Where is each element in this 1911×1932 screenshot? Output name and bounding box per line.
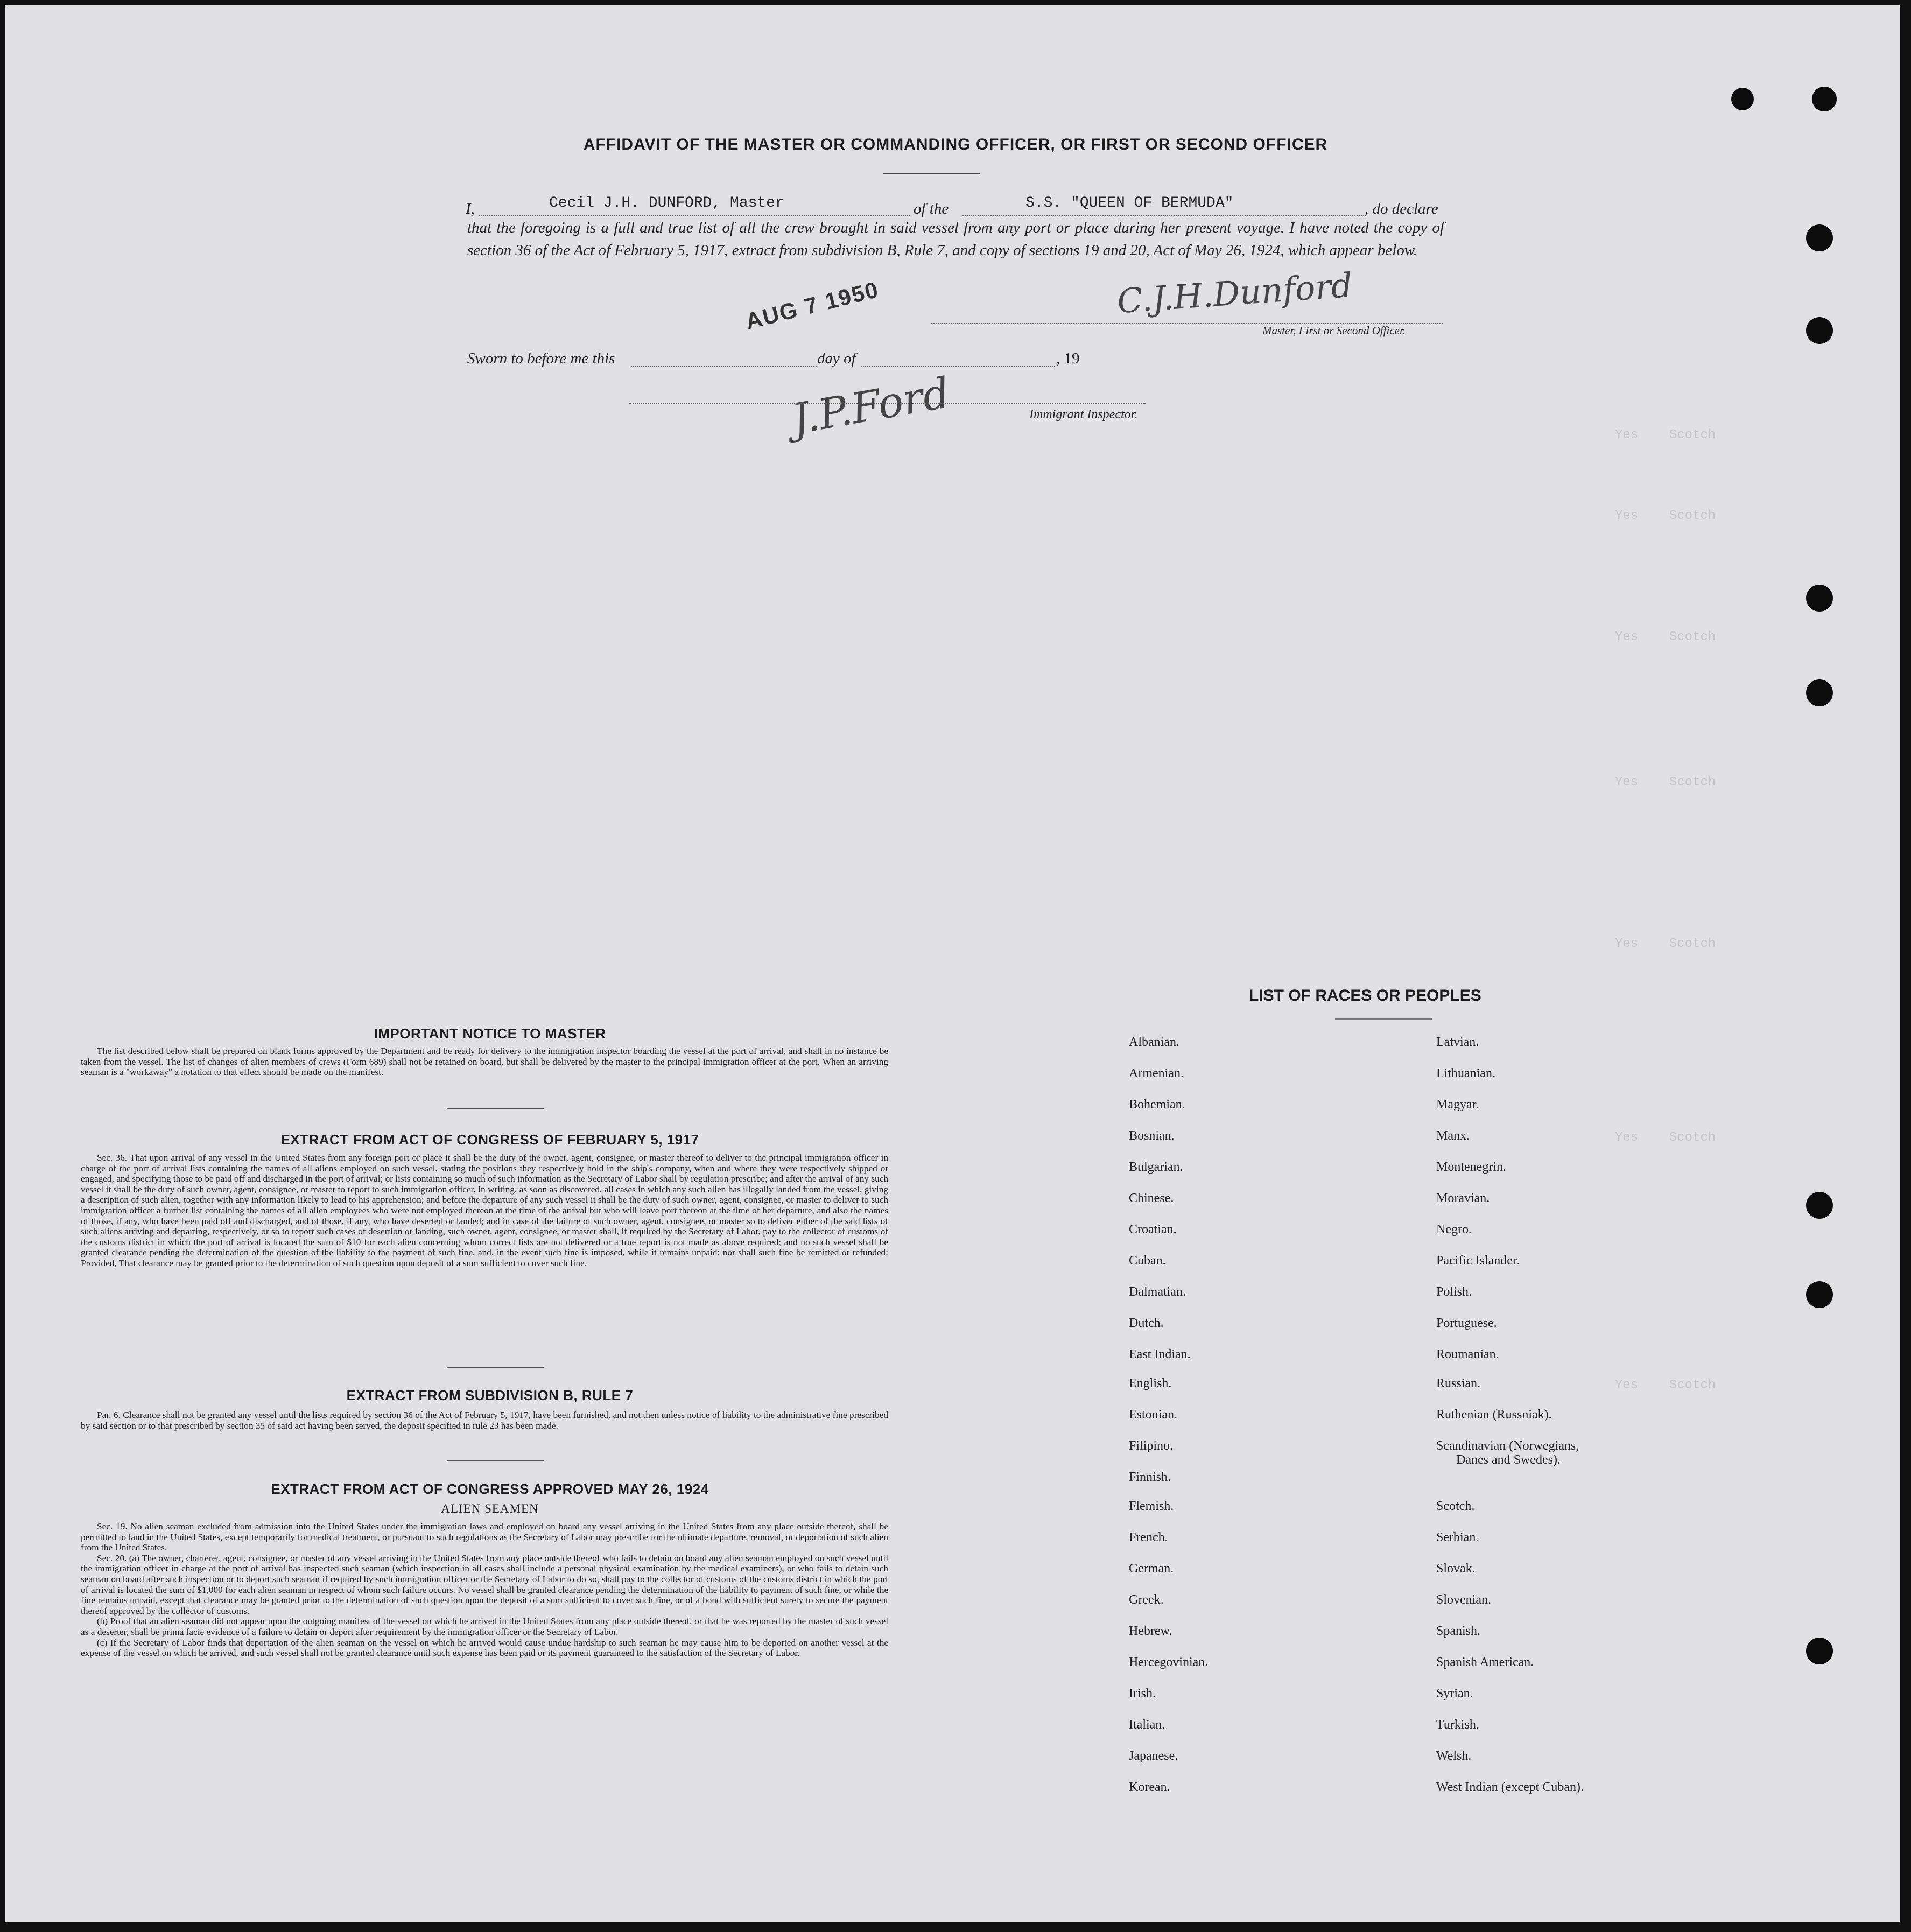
punch-hole [1806, 585, 1833, 612]
race-item: Flemish. [1129, 1499, 1174, 1513]
rule-7-heading: EXTRACT FROM SUBDIVISION B, RULE 7 [346, 1387, 634, 1403]
sworn-day-line [631, 366, 817, 367]
extract-1924-heading: EXTRACT FROM ACT OF CONGRESS APPROVED MAY 26, 1924 [271, 1481, 709, 1497]
race-item: Spanish. [1436, 1624, 1481, 1638]
declaration-pronoun: I, [466, 200, 475, 217]
race-item: Cuban. [1129, 1254, 1166, 1268]
sworn-month-line [861, 366, 1055, 367]
race-item: Magyar. [1436, 1098, 1479, 1112]
section-20a-paragraph: Sec. 20. (a) The owner, charterer, agent, consignee, or master of any vessel arriving in the United States from any place outside thereof who fails to detain on board any alien seaman employed on such vessel until the immigration officer in charge at the port of arrival has inspected such seaman (which inspection in all cases shall include a personal physical examination by the medical examiners), or who fails to detain such seaman on board after such inspection or to deport such seaman if required by such immigration officer or the Secretary of Labor to do so, shall pay to the collector of customs of the customs district in which the port of arrival is located the sum of $1,000 for each alien seaman in respect of whom such failure occurs. No vessel shall be granted clearance pending the determination of the liability to payment of such fine, or while the fine remains unpaid, except that clearance may be granted prior to the determination of such question upon the deposit of a sum sufficient to cover such fine, or of a bond with sufficient surety to secure the payment thereof approved by the collector of customs. [81, 1552, 888, 1616]
punch-hole [1806, 679, 1833, 706]
section-36-paragraph: Sec. 36. That upon arrival of any vessel in the United States from any foreign port or place it shall be the duty of the owner, agent, consignee, or master thereof to deliver to the principal immigration officer in charge of the port of arrival lists containing the names of all aliens employed on such vessel, stating the positions they respectively hold in the ship's company, when and where they were respectively shipped or engaged, and specifying those to be paid off and discharged in the port of arrival; or lists containing so much of such information as the Secretary of Labor shall by regulation prescribe; and after the arrival of any such vessel it shall be the duty of such owner, agent, consignee, or master to report to such immigration officer, in writing, as soon as discovered, all cases in which any such alien has illegally landed from the vessel, giving a description of such alien, together with any information likely to lead to his apprehension; and before the departure of any such vessel it shall be the duty of such owner, agent, consignee, or master to deliver to such immigration officer a further list containing the names of all alien employees who were not employed thereon at the time of the arrival but who will leave port thereon at the time of her departure, and also the names of those, if any, who have been paid off and discharged, and of those, if any, who have deserted or landed; and in case of the failure of such owner, agent, consignee, or master so to deliver either of the said lists of such aliens arriving and departing, respectively, or so to report such cases of desertion or landing, such owner, agent, consignee, or master shall, if required by the Secretary of Labor, pay to the collector of customs of the customs district in which the port of arrival is located the sum of $10 for each alien concerning whom correct lists are not delivered or a true report is not made as above required; and no such vessel shall be granted clearance pending the determination of the question of the liability to the payment of such fine, and, in the event such fine is imposed, while it remains unpaid; nor shall such fine be remitted or refunded: Provided, That clearance may be granted prior to the determination of such question upon deposit of a sum sufficient to cover such fine. [81, 1153, 888, 1268]
race-item: English. [1129, 1376, 1172, 1390]
race-item: Hercegovinian. [1129, 1655, 1209, 1669]
race-item: Serbian. [1436, 1530, 1479, 1544]
race-item: Ruthenian (Russniak). [1436, 1408, 1552, 1422]
date-stamp: AUG 7 1950 [743, 276, 882, 334]
inspector-signature-line [629, 403, 1146, 404]
section-divider [447, 1367, 544, 1368]
bleed-through-text: Yes Scotch [1615, 937, 1716, 951]
race-item: German. [1129, 1562, 1174, 1576]
extract-1924-text [81, 1521, 888, 1659]
race-item: Roumanian. [1436, 1347, 1499, 1361]
punch-hole [1806, 1638, 1833, 1664]
races-list-title: LIST OF RACES OR PEOPLES [1249, 987, 1481, 1004]
race-item: Scandinavian (Norwegians, [1436, 1439, 1579, 1453]
section-divider [447, 1460, 544, 1461]
race-item: Syrian. [1436, 1687, 1473, 1701]
do-declare-label: , do declare [1365, 200, 1438, 217]
race-item: East Indian. [1129, 1347, 1191, 1361]
punch-hole [1806, 317, 1833, 344]
race-item: Italian. [1129, 1718, 1165, 1732]
notice-heading: IMPORTANT NOTICE TO MASTER [374, 1025, 606, 1042]
punch-hole [1806, 1281, 1833, 1308]
race-item: Albanian. [1129, 1035, 1179, 1049]
race-item: Latvian. [1436, 1035, 1479, 1049]
title-divider [883, 173, 980, 174]
rule-7-text [81, 1410, 888, 1431]
alien-seamen-subheading: ALIEN SEAMEN [441, 1502, 539, 1515]
race-item: Manx. [1436, 1129, 1470, 1143]
master-signature: C.J.H.Dunford [1115, 265, 1354, 321]
races-title-divider [1335, 1018, 1432, 1020]
year-prefix: , 19 [1056, 350, 1080, 367]
race-item: Russian. [1436, 1376, 1481, 1390]
section-divider [447, 1108, 544, 1109]
bleed-through-text: Yes Scotch [1615, 509, 1716, 523]
rule-7-paragraph: Par. 6. Clearance shall not be granted any vessel until the lists required by section 36 of the Act of February 5, 1917, have been furnished, and not then unless notice of liability to the administrative fine prescribed by said section or to that prescribed by section 35 of said act having been served, the deposit specified in rule 23 has been made. [81, 1410, 888, 1431]
race-item: Korean. [1129, 1780, 1170, 1794]
race-item: Moravian. [1436, 1191, 1490, 1205]
notice-paragraph: The list described below shall be prepared on blank forms approved by the Department and be ready for delivery to the immigration inspector boarding the vessel at the port of arrival, and shall in no instance be taken from the vessel. The list of changes of alien members of crews (Form 689) shall not be retained on board, but shall be delivered by the master to the principal immigration officer at the port. When an arriving seaman is a "workaway" a notation to that effect should be made on the manifest. [81, 1046, 888, 1078]
of-the-label: of the [914, 200, 949, 217]
extract-1917-heading: EXTRACT FROM ACT OF CONGRESS OF FEBRUARY 5, 1917 [280, 1132, 699, 1148]
punch-hole [1806, 1192, 1833, 1219]
race-item: Chinese. [1129, 1191, 1174, 1205]
race-item: Scotch. [1436, 1499, 1475, 1513]
race-item: Dutch. [1129, 1316, 1164, 1330]
race-item: Estonian. [1129, 1408, 1177, 1422]
race-item: Filipino. [1129, 1439, 1174, 1453]
section-20b-paragraph: (b) Proof that an alien seaman did not appear upon the outgoing manifest of the vessel on which he arrived in the United States from any place outside thereof, or that he was reported by the master of such vessel as a deserter, shall be prima facie evidence of a failure to detain or deport after requirement by the immigration officer or the Secretary of Labor. [81, 1616, 888, 1637]
day-of-label: day of [817, 350, 856, 367]
race-item: Croatian. [1129, 1223, 1177, 1237]
extract-1917-text [81, 1153, 888, 1269]
declaration-body: that the foregoing is a full and true list of all the crew brought in said vessel from any port or place during her present voyage. I have noted the copy of section 36 of the Act of February 5, 1917, extract from subdivision B, Rule 7, and copy of sections 19 and 20, Act of May 26, 1924, which appear below. [467, 219, 1444, 259]
race-item: Welsh. [1436, 1749, 1472, 1763]
sworn-label: Sworn to before me this [467, 350, 615, 367]
inspector-label: Immigrant Inspector. [1029, 408, 1138, 421]
race-item: Danes and Swedes). [1456, 1453, 1561, 1467]
race-item: Finnish. [1129, 1470, 1171, 1484]
punch-hole [1731, 88, 1754, 110]
race-item: Dalmatian. [1129, 1285, 1186, 1299]
bleed-through-text: Yes Scotch [1615, 630, 1716, 644]
race-item: Hebrew. [1129, 1624, 1172, 1638]
race-item: Japanese. [1129, 1749, 1178, 1763]
race-item: Slovak. [1436, 1562, 1476, 1576]
bleed-through-text: Yes Scotch [1615, 775, 1716, 790]
race-item: Turkish. [1436, 1718, 1479, 1732]
bleed-through-text: Yes Scotch [1615, 1378, 1716, 1393]
race-item: West Indian (except Cuban). [1436, 1780, 1584, 1794]
punch-hole [1806, 224, 1833, 251]
race-item: Armenian. [1129, 1066, 1184, 1080]
punch-hole [1812, 87, 1837, 111]
race-item: Lithuanian. [1436, 1066, 1495, 1080]
race-item: Bulgarian. [1129, 1160, 1183, 1174]
notice-text [81, 1046, 888, 1078]
race-item: Spanish American. [1436, 1655, 1534, 1669]
affidavit-title: AFFIDAVIT OF THE MASTER OR COMMANDING OFFICER, OR FIRST OR SECOND OFFICER [583, 136, 1328, 153]
race-item: Bosnian. [1129, 1129, 1175, 1143]
race-item: Montenegrin. [1436, 1160, 1506, 1174]
race-item: Irish. [1129, 1687, 1156, 1701]
section-19-paragraph: Sec. 19. No alien seaman excluded from admission into the United States under the immigration laws and employed on board any vessel arriving in the United States from any place outside thereof, shall be permitted to land in the United States, except temporarily for medical treatment, or pursuant to such regulations as the Secretary of Labor may prescribe for the ultimate departure, removal, or deportation of such alien from the United States. [81, 1521, 888, 1553]
bleed-through-text: Yes Scotch [1615, 428, 1716, 442]
race-item: Pacific Islander. [1436, 1254, 1520, 1268]
race-item: Bohemian. [1129, 1098, 1185, 1112]
race-item: Slovenian. [1436, 1593, 1491, 1607]
officer-name: Cecil J.H. DUNFORD, Master [549, 195, 784, 212]
race-item: Portuguese. [1436, 1316, 1497, 1330]
race-item: French. [1129, 1530, 1168, 1544]
vessel-name: S.S. "QUEEN OF BERMUDA" [1025, 195, 1234, 212]
master-label: Master, First or Second Officer. [1262, 324, 1406, 337]
section-20c-paragraph: (c) If the Secretary of Labor finds that deportation of the alien seaman on the vessel on which he arrived would cause undue hardship to such seaman he may cause him to be deported on another vessel at the expense of the vessel on which he arrived, and such vessel shall not be granted clearance until such expense has been paid or its payment guaranteed to the satisfaction of the Secretary of Labor. [81, 1637, 888, 1659]
race-item: Greek. [1129, 1593, 1164, 1607]
bleed-through-text: Yes Scotch [1615, 1130, 1716, 1145]
race-item: Negro. [1436, 1223, 1472, 1237]
race-item: Polish. [1436, 1285, 1472, 1299]
inspector-signature: J.P.Ford [788, 369, 954, 444]
